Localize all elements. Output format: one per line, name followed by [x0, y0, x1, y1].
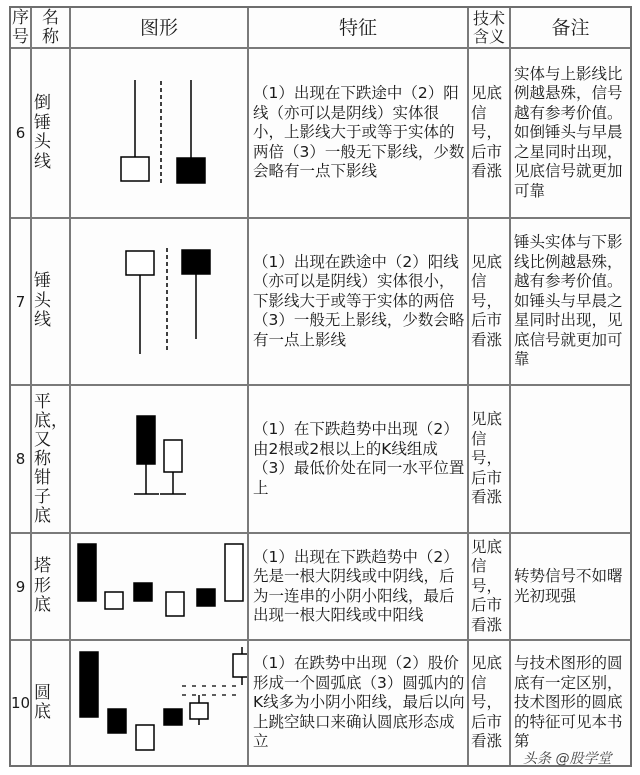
pattern-name-label: 倒锤头线: [34, 93, 51, 172]
row-6-meaning: [469, 49, 509, 217]
header-index-label: 序号: [12, 8, 29, 47]
row-10-remarks: [511, 641, 630, 765]
remarks-text: 实体与上影线比例越悬殊，信号越有参考价值。如倒锤头与早晨之星同时出现，见底信号就更加可靠: [514, 64, 623, 200]
pattern-name-label: 圆底: [34, 682, 51, 722]
features-text: （1）在跌势中出现（2）股价形成一个圆弧底（3）圆弧内的K线多为小阴小阳线，最后以向上跳空缺口来确认圆底形态成立: [253, 654, 465, 751]
tower-bottom-candles: [71, 534, 247, 639]
row-9-meaning: [469, 534, 509, 639]
remarks-text: 锤头实体与下影线比例越悬殊，越有参考价值。如锤头与早晨之星同时出现，见底信号就更加可靠: [514, 233, 623, 369]
meaning-text: 见底信号，后市看涨: [471, 84, 503, 181]
row-6-figure: [71, 49, 247, 217]
row-9-remarks: [511, 534, 630, 639]
features-text: （1）出现在下跌途中（2）阳线（亦可以是阴线）实体很小，上影线大于或等于实体的两倍（3）一般无下影线，少数会略有一点下影线: [253, 84, 465, 181]
header-figure-label: 图形: [139, 16, 178, 39]
row-index-label: 9: [15, 577, 26, 596]
row-10-name: [32, 641, 69, 765]
row-7-features: [249, 219, 467, 384]
row-8-index: [11, 386, 30, 532]
header-name-label: 名称: [42, 8, 59, 47]
pattern-name-label: 平底，又称钳子底: [34, 391, 68, 526]
features-text: （1）出现在跌途中（2）阳线（亦可以是阴线）实体很小，下影线大于或等于实体的两倍（3）一般无上影线，少数会略有一点上影线: [253, 252, 465, 349]
row-7-figure: [71, 219, 247, 384]
header-remarks-label: 备注: [551, 16, 590, 39]
header-name: [32, 8, 69, 47]
header-remarks: [511, 8, 630, 47]
remarks-text: 转势信号不如曙光初现强: [514, 567, 623, 605]
header-meaning-label: 技术含义: [473, 8, 506, 46]
pattern-name-label: 塔形底: [34, 556, 51, 616]
row-6-remarks: [511, 49, 630, 217]
row-9-index: [11, 534, 30, 639]
row-8-figure: [71, 386, 247, 532]
inverted-hammer-candles: [71, 49, 247, 217]
meaning-text: 见底信号，后市看涨: [471, 410, 503, 507]
row-8-meaning: [469, 386, 509, 532]
row-6-name: [32, 49, 69, 217]
remarks-text: 与技术图形的圆底有一定区别，技术图形的圆底的特征可见本书第: [514, 654, 623, 751]
header-features-label: 特征: [338, 16, 377, 39]
candlestick-pattern-table: [9, 6, 632, 767]
meaning-text: 见底信号，后市看涨: [471, 654, 503, 751]
row-index-label: 8: [15, 450, 26, 468]
row-6-features: [249, 49, 467, 217]
row-index-label: 7: [15, 292, 26, 311]
meaning-text: 见底信号，后市看涨: [471, 252, 503, 349]
header-meaning: [469, 8, 509, 47]
row-10-index: [11, 641, 30, 765]
row-6-index: [11, 49, 30, 217]
row-7-index: [11, 219, 30, 384]
row-8-features: [249, 386, 467, 532]
row-index-label: 10: [11, 694, 30, 712]
row-index-label: 6: [15, 124, 26, 142]
row-7-remarks: [511, 219, 630, 384]
features-text: （1）在下跌趋势中出现（2）由2根或2根以上的K线组成（3）最低价处在同一水平位置上: [253, 420, 465, 497]
features-text: （1）出现在下跌趋势中（2）先是一根大阴线或中阴线，后为一连串的小阴小阳线，最后出现一根大阳线或中阳线: [253, 547, 459, 624]
flat-bottom-candles: [71, 386, 247, 532]
row-7-meaning: [469, 219, 509, 384]
header-features: [249, 8, 467, 47]
meaning-text: 见底信号，后市看涨: [471, 537, 503, 634]
row-9-features: [249, 534, 467, 639]
header-figure: [71, 8, 247, 47]
hammer-candles: [71, 219, 247, 384]
row-9-figure: [71, 534, 247, 639]
row-8-name: [32, 386, 69, 532]
row-8-remarks: [511, 386, 630, 532]
row-10-features: [249, 641, 467, 765]
row-10-meaning: [469, 641, 509, 765]
header-index: [11, 8, 30, 47]
row-10-figure: [71, 641, 247, 765]
rounded-bottom-candles: [71, 641, 247, 765]
row-9-name: [32, 534, 69, 639]
pattern-name-label: 锤头线: [34, 271, 51, 331]
watermark: 头条 @股学堂: [523, 751, 612, 767]
row-7-name: [32, 219, 69, 384]
